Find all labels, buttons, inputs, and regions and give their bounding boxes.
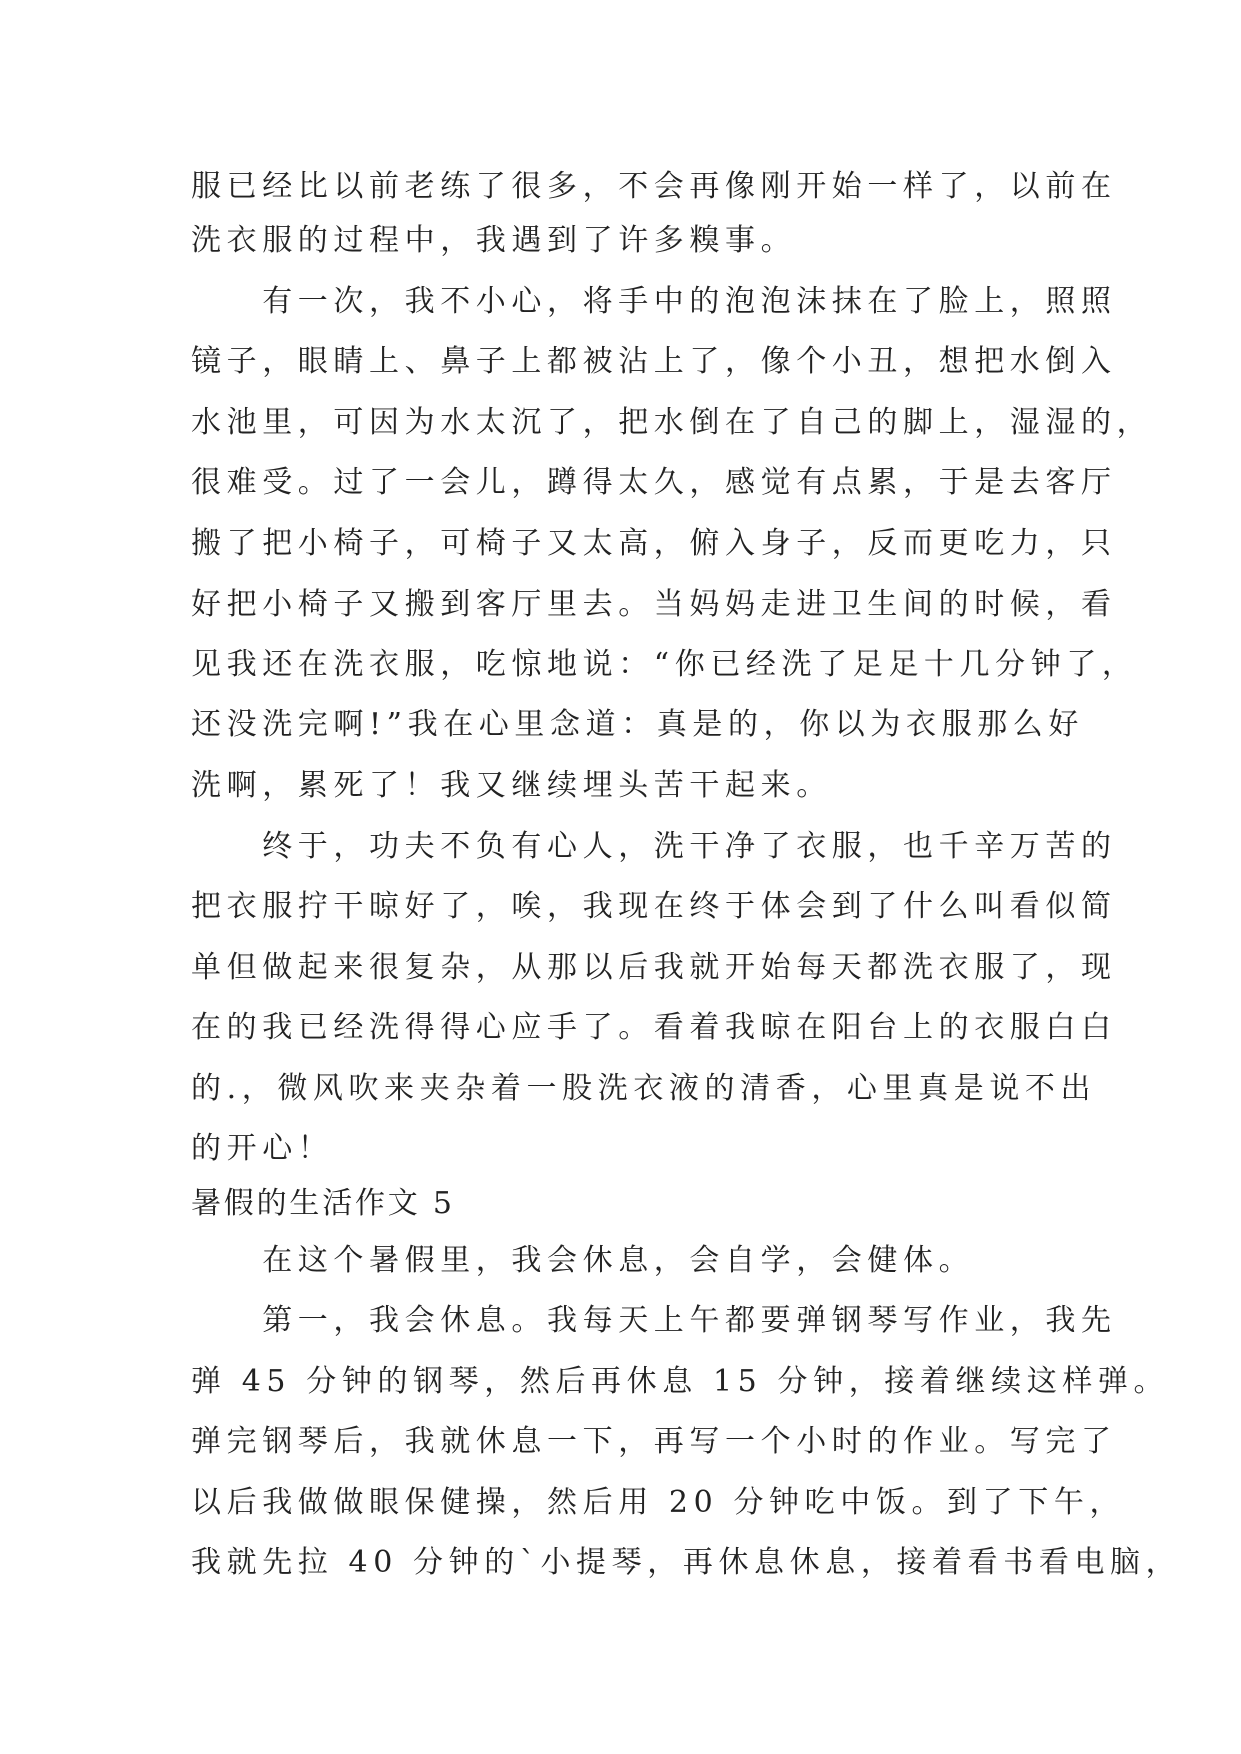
text-line: 洗啊，累死了！我又继续埋头苦干起来。 [191,768,832,803]
text-line: 第一，我会休息。我每天上午都要弹钢琴写作业，我先 [191,1303,1117,1338]
text-line: 的开心！ [191,1131,334,1166]
text-line: 弹完钢琴后，我就休息一下，再写一个小时的作业。写完了 [191,1424,1117,1459]
text-line: 在的我已经洗得得心应手了。看着我晾在阳台上的衣服白白 [191,1010,1117,1045]
text-line: 很难受。过了一会儿，蹲得太久，感觉有点累，于是去客厅 [191,465,1117,500]
section-heading: 暑假的生活作文 5 [191,1186,455,1221]
text-line: 有一次，我不小心，将手中的泡泡沫抹在了脸上，照照 [191,284,1117,319]
text-line: 镜子，眼睛上、鼻子上都被沾上了，像个小丑，想把水倒入 [191,344,1117,379]
text-line: 洗衣服的过程中，我遇到了许多糗事。 [191,223,797,258]
text-line: 在这个暑假里，我会休息，会自学，会健体。 [191,1243,975,1278]
text-line: 的.，微风吹来夹杂着一股洗衣液的清香，心里真是说不出 [191,1071,1097,1106]
text-line: 弹 45 分钟的钢琴，然后再休息 15 分钟，接着继续这样弹。 [191,1364,1170,1399]
text-line: 我就先拉 40 分钟的`小提琴，再休息休息，接着看书看电脑， [191,1545,1182,1580]
text-line: 服已经比以前老练了很多，不会再像刚开始一样了，以前在 [191,169,1117,204]
text-line: 以后我做做眼保健操，然后用 20 分钟吃中饭。到了下午， [191,1485,1126,1520]
text-line: 把衣服拧干晾好了，唉，我现在终于体会到了什么叫看似简 [191,889,1117,924]
text-line: 终于，功夫不负有心人，洗干净了衣服，也千辛万苦的 [191,829,1117,864]
text-line: 单但做起来很复杂，从那以后我就开始每天都洗衣服了，现 [191,950,1117,985]
text-line: 好把小椅子又搬到客厅里去。当妈妈走进卫生间的时候，看 [191,587,1117,622]
text-line: 见我还在洗衣服，吃惊地说：“你已经洗了足足十几分钟了， [191,647,1138,682]
text-line: 还没洗完啊!”我在心里念道：真是的，你以为衣服那么好 [191,707,1084,742]
text-line: 搬了把小椅子，可椅子又太高，俯入身子，反而更吃力，只 [191,526,1117,561]
text-line: 水池里，可因为水太沉了，把水倒在了自己的脚上，湿湿的， [191,405,1153,440]
